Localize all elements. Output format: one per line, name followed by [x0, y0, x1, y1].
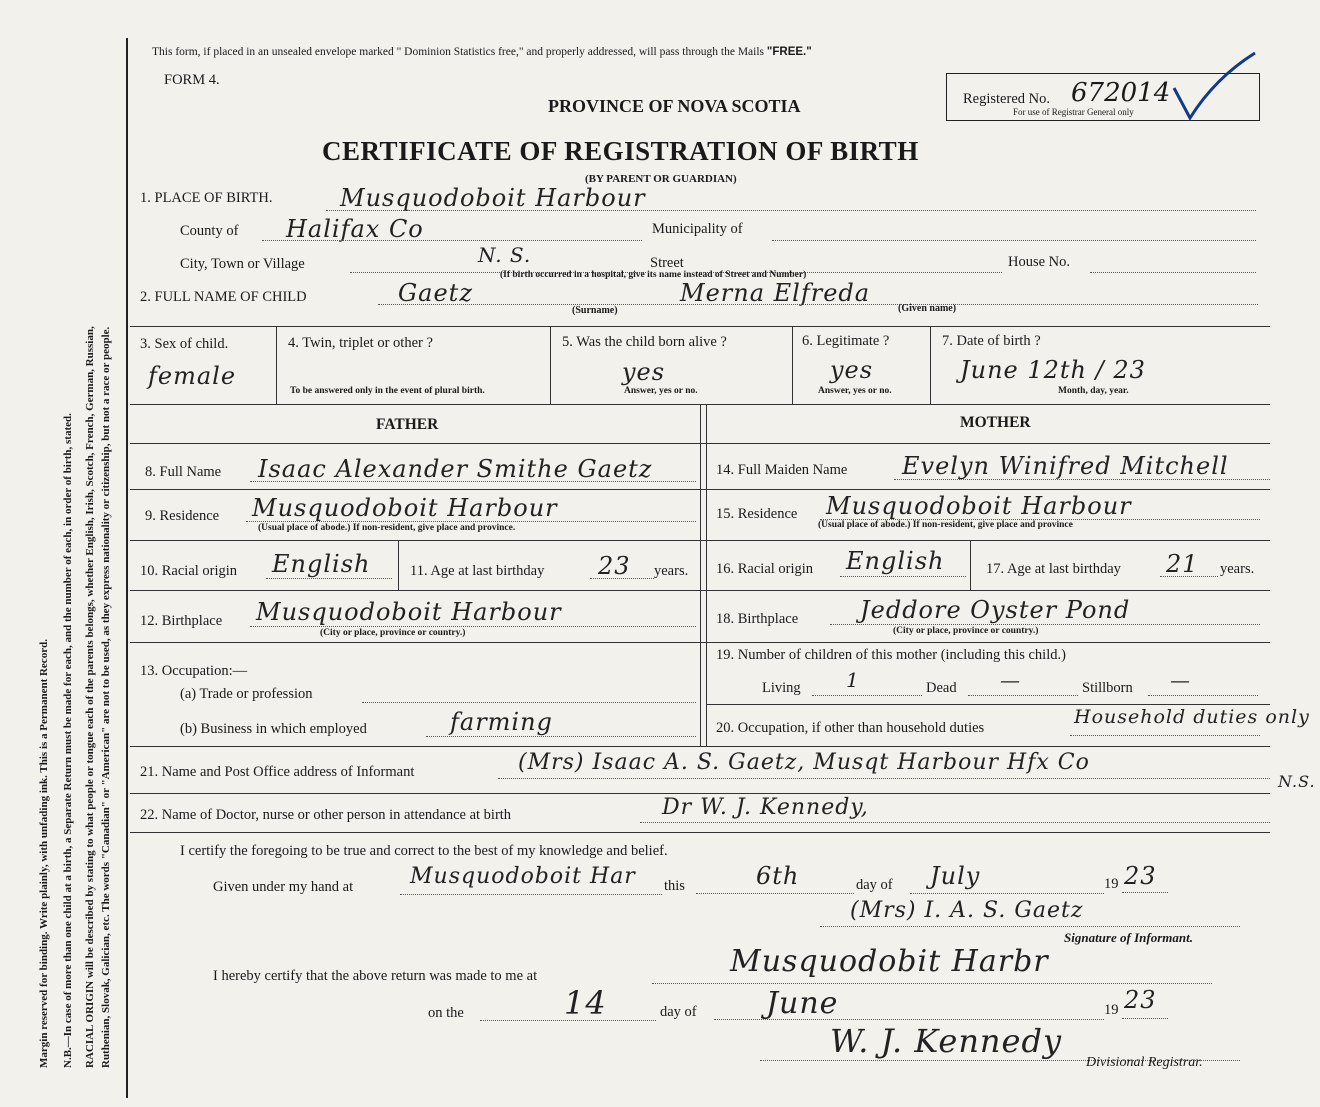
check-mark-icon — [1170, 48, 1260, 128]
mother-age-label: 17. Age at last birthday — [986, 561, 1121, 577]
father-age-value: 23 — [598, 552, 631, 580]
given-day-value: 6th — [756, 862, 800, 890]
mother-birthplace-note: (City or place, province or country.) — [893, 626, 1039, 636]
place-of-birth-value: Musquodoboit Harbour — [340, 184, 646, 212]
registrar-month-value: June — [766, 986, 839, 1021]
informant-value-extra: N.S. — [1278, 772, 1316, 791]
on-the-label: on the — [428, 1005, 464, 1021]
father-name-value: Isaac Alexander Smithe Gaetz — [258, 455, 653, 483]
living-label: Living — [762, 680, 801, 696]
sex-label: 3. Sex of child. — [140, 336, 229, 352]
this-label: this — [664, 878, 685, 894]
city-value: N. S. — [478, 243, 532, 267]
margin-note-plural-births: N.B.—In case of more than one child at a birth, a Separate Return must be made for each, and the number of each, in order of birth, stated. — [62, 413, 74, 1068]
alive-note: Answer, yes or no. — [624, 386, 698, 396]
mother-residence-note: (Usual place of abode.) If non-resident, give place and province — [818, 520, 1073, 530]
registrar-day-value: 14 — [564, 984, 607, 1022]
mother-birthplace-label: 18. Birthplace — [716, 611, 799, 627]
given-year-prefix: 19 — [1104, 876, 1119, 892]
children-count-label: 19. Number of children of this mother (including this child.) — [716, 647, 1066, 663]
given-month-value: July — [930, 862, 981, 890]
doctor-label: 22. Name of Doctor, nurse or other person in attendance at birth — [140, 807, 512, 823]
municipality-label: Municipality of — [652, 221, 743, 237]
twin-note: To be answered only in the event of plural birth. — [290, 386, 485, 396]
street-label: Street — [650, 255, 684, 271]
father-heading: FATHER — [376, 416, 439, 433]
page-title: CERTIFICATE OF REGISTRATION OF BIRTH — [322, 136, 919, 166]
registered-label: Registered No. — [963, 91, 1050, 107]
city-label: City, Town or Village — [180, 256, 305, 272]
informant-label: 21. Name and Post Office address of Informant — [140, 764, 415, 780]
registered-number: 672014 — [1071, 78, 1171, 108]
legit-label: 6. Legitimate ? — [802, 333, 890, 349]
mother-occupation-value: Household duties only — [1074, 706, 1310, 728]
mother-occupation-label: 20. Occupation, if other than household duties — [716, 720, 985, 736]
informant-signature-label: Signature of Informant. — [1064, 930, 1193, 945]
given-place-value: Musquodoboit Har — [410, 864, 636, 889]
father-residence-label: 9. Residence — [145, 508, 220, 524]
mother-racial-value: English — [846, 547, 945, 575]
father-residence-note: (Usual place of abode.) If non-resident, give place and province. — [258, 523, 516, 533]
mother-residence-value: Musquodoboit Harbour — [826, 492, 1132, 520]
informant-signature: (Mrs) I. A. S. Gaetz — [850, 898, 1084, 923]
postal-note: This form, if placed in an unsealed envelope marked " Dominion Statistics free," and properly addressed, will pass through the Mails "FREE." — [152, 46, 812, 58]
form-number: FORM 4. — [164, 72, 220, 88]
father-racial-value: English — [272, 550, 371, 578]
registrar-signature: W. J. Kennedy — [830, 1022, 1063, 1060]
father-birthplace-label: 12. Birthplace — [140, 613, 223, 629]
twin-label: 4. Twin, triplet or other ? — [288, 335, 433, 351]
margin-notes — [0, 0, 125, 1107]
informant-value: (Mrs) Isaac A. S. Gaetz, Musqt Harbour Hfx Co — [518, 750, 1090, 775]
legit-note: Answer, yes or no. — [818, 386, 892, 396]
dead-label: Dead — [926, 680, 957, 696]
father-birthplace-note: (City or place, province or country.) — [320, 628, 466, 638]
father-name-label: 8. Full Name — [145, 464, 222, 480]
registrar-year-prefix: 19 — [1104, 1002, 1119, 1018]
mother-racial-label: 16. Racial origin — [716, 561, 814, 577]
father-age-label: 11. Age at last birthday — [410, 563, 545, 579]
father-occupation-label: 13. Occupation:— — [140, 663, 248, 679]
county-value: Halifax Co — [286, 215, 424, 243]
house-label: House No. — [1008, 254, 1071, 270]
registrar-signature-label: Divisional Registrar. — [1086, 1055, 1203, 1070]
registrar-year-value: 23 — [1124, 986, 1157, 1014]
dead-value: — — [1000, 668, 1021, 692]
given-year-value: 23 — [1124, 862, 1157, 890]
margin-note-binding: Margin reserved for binding. Write plainly, with unfading ink. This is a Permanent Record. — [38, 639, 50, 1068]
province-heading: PROVINCE OF NOVA SCOTIA — [548, 96, 801, 116]
given-name-note: (Given name) — [898, 303, 957, 314]
alive-label: 5. Was the child born alive ? — [562, 334, 727, 350]
margin-note-racial-origin: RACIAL ORIGIN will be described by stating to what people or tongue each of the parents belongs, whether English, Irish, Scotch, French, German, Russian, — [84, 326, 96, 1068]
child-surname: Gaetz — [398, 279, 473, 307]
living-value: 1 — [846, 668, 860, 692]
mother-age-unit: years. — [1220, 561, 1255, 577]
dob-value: June 12th / 23 — [960, 356, 1146, 384]
given-day-of-label: day of — [856, 877, 893, 893]
father-racial-label: 10. Racial origin — [140, 563, 238, 579]
trade-label: (a) Trade or profession — [180, 686, 313, 702]
father-birthplace-value: Musquodoboit Harbour — [256, 598, 562, 626]
business-value: farming — [450, 708, 553, 736]
doctor-value: Dr W. J. Kennedy, — [662, 795, 869, 820]
county-label: County of — [180, 223, 239, 239]
given-under-label: Given under my hand at — [213, 879, 354, 895]
surname-note: (Surname) — [572, 305, 618, 316]
mother-age-value: 21 — [1166, 550, 1199, 578]
margin-note-nationality: Ruthenian, Slovak, Galician, etc. The words "Canadian" or "American" are not to be used, as they express nationality or citizenship, but not a race or people. — [100, 326, 112, 1068]
mother-birthplace-value: Jeddore Oyster Pond — [860, 596, 1131, 624]
father-residence-value: Musquodoboit Harbour — [252, 494, 558, 522]
hospital-note: (If birth occurred in a hospital, give its name instead of Street and Number) — [500, 270, 807, 280]
certification-statement: I certify the foregoing to be true and correct to the best of my knowledge and belief. — [180, 843, 668, 859]
mother-name-value: Evelyn Winifred Mitchell — [902, 452, 1229, 480]
legit-value: yes — [830, 356, 874, 384]
registrar-place-value: Musquodobit Harbr — [730, 944, 1049, 979]
stillborn-value: — — [1170, 668, 1191, 692]
child-given-name: Merna Elfreda — [680, 279, 871, 307]
mother-heading: MOTHER — [960, 414, 1031, 431]
margin-rule — [126, 38, 128, 1098]
dob-note: Month, day, year. — [1058, 386, 1129, 396]
place-of-birth-label: 1. PLACE OF BIRTH. — [140, 190, 273, 206]
child-name-label: 2. FULL NAME OF CHILD — [140, 289, 307, 305]
father-age-unit: years. — [654, 563, 689, 579]
registrar-statement: I hereby certify that the above return was made to me at — [213, 968, 538, 984]
page-subtitle: (BY PARENT OR GUARDIAN) — [585, 173, 737, 185]
stillborn-label: Stillborn — [1082, 680, 1133, 696]
alive-value: yes — [622, 358, 666, 386]
mother-residence-label: 15. Residence — [716, 506, 798, 522]
registrar-day-of-label: day of — [660, 1004, 697, 1020]
sex-value: female — [148, 362, 237, 390]
dob-label: 7. Date of birth ? — [942, 333, 1041, 349]
registrar-note: For use of Registrar General only — [1013, 107, 1134, 117]
business-label: (b) Business in which employed — [180, 721, 367, 737]
mother-name-label: 14. Full Maiden Name — [716, 462, 848, 478]
